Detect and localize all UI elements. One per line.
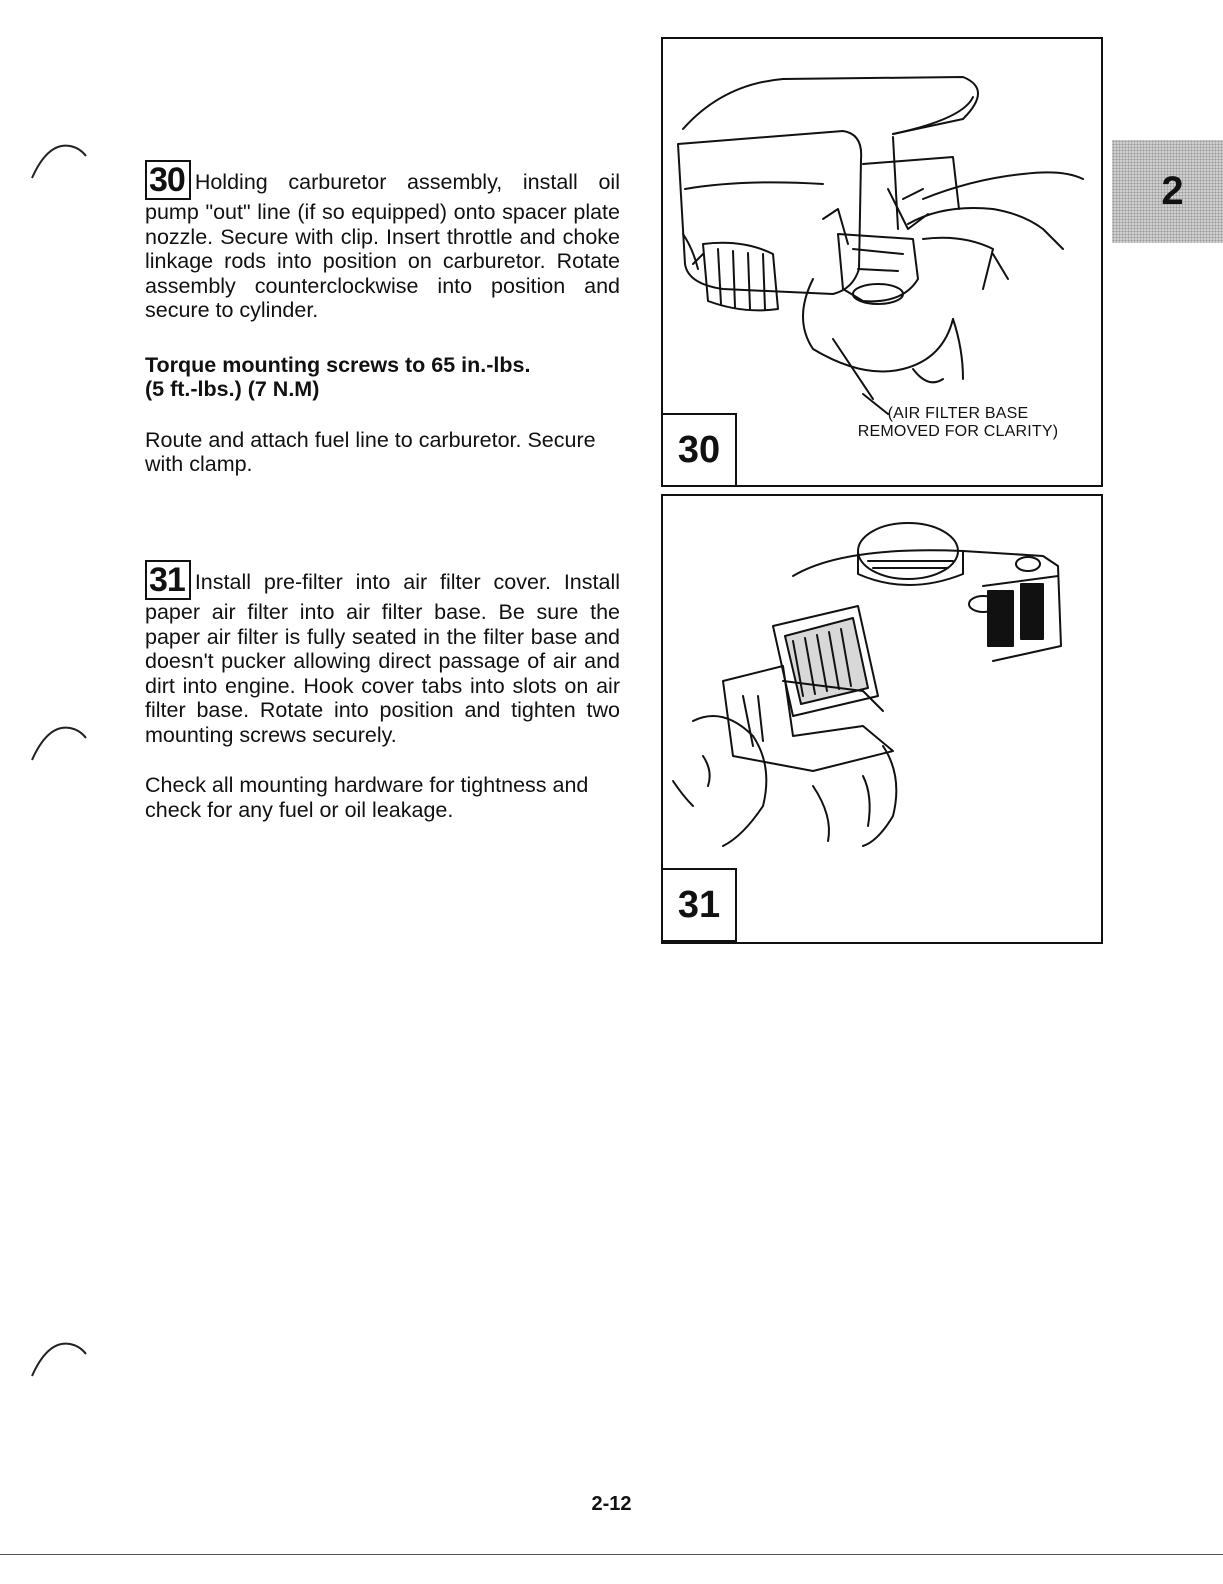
step-30-torque-spec bbox=[145, 353, 620, 402]
bottom-rule bbox=[0, 1554, 1223, 1555]
figure-30-caption bbox=[813, 405, 1103, 441]
step-30-note: Route and attach fuel line to carburetor. Secure with clamp. bbox=[145, 427, 596, 476]
figure-31-label: 31 bbox=[661, 868, 737, 942]
torque-line-2: (5 ft.-lbs.) (7 N.M) bbox=[145, 377, 320, 401]
caption-line-2: REMOVED FOR CLARITY) bbox=[857, 423, 1059, 440]
figure-30-label: 30 bbox=[661, 413, 737, 487]
page-number: 2-12 bbox=[591, 1493, 632, 1515]
step-31-instructions bbox=[145, 560, 620, 747]
binder-hole-mark bbox=[28, 1338, 98, 1378]
torque-line-1: Torque mounting screws to 65 in.-lbs. bbox=[145, 352, 531, 377]
step-30-block bbox=[145, 160, 620, 477]
figure-30 bbox=[661, 37, 1103, 487]
step-31-text: Install pre-filter into air filter cover. Install paper air filter into air filter base. Be sure the paper air filter is fully seated in the filter base and doesn't pucker allowing direct passage of air and dirt into engine. Hook cover tabs into slots on air filter base. Rotate into position and tighten two mounting screws securely. bbox=[145, 570, 620, 747]
step-31-note: Check all mounting hardware for tightness and check for any fuel or oil leakage. bbox=[145, 773, 589, 822]
binder-hole-mark bbox=[28, 140, 98, 180]
step-31-block bbox=[145, 560, 620, 822]
chapter-tab bbox=[1112, 140, 1223, 243]
step-30-instructions bbox=[145, 160, 620, 323]
step-30-text: Holding carburetor assembly, install oil pump "out" line (if so equipped) onto spacer plate nozzle. Secure with clip. Insert throttle and choke linkage rods into position on carburetor. Rotate assembly counterclockwise into position and secure to cylinder. bbox=[145, 170, 620, 322]
step-30-number: 30 bbox=[145, 160, 191, 200]
caption-line-1: (AIR FILTER BASE bbox=[887, 405, 1029, 422]
figure-31 bbox=[661, 494, 1103, 944]
chapter-number: 2 bbox=[1161, 169, 1184, 213]
binder-hole-mark bbox=[28, 722, 98, 762]
step-31-number: 31 bbox=[145, 560, 191, 600]
